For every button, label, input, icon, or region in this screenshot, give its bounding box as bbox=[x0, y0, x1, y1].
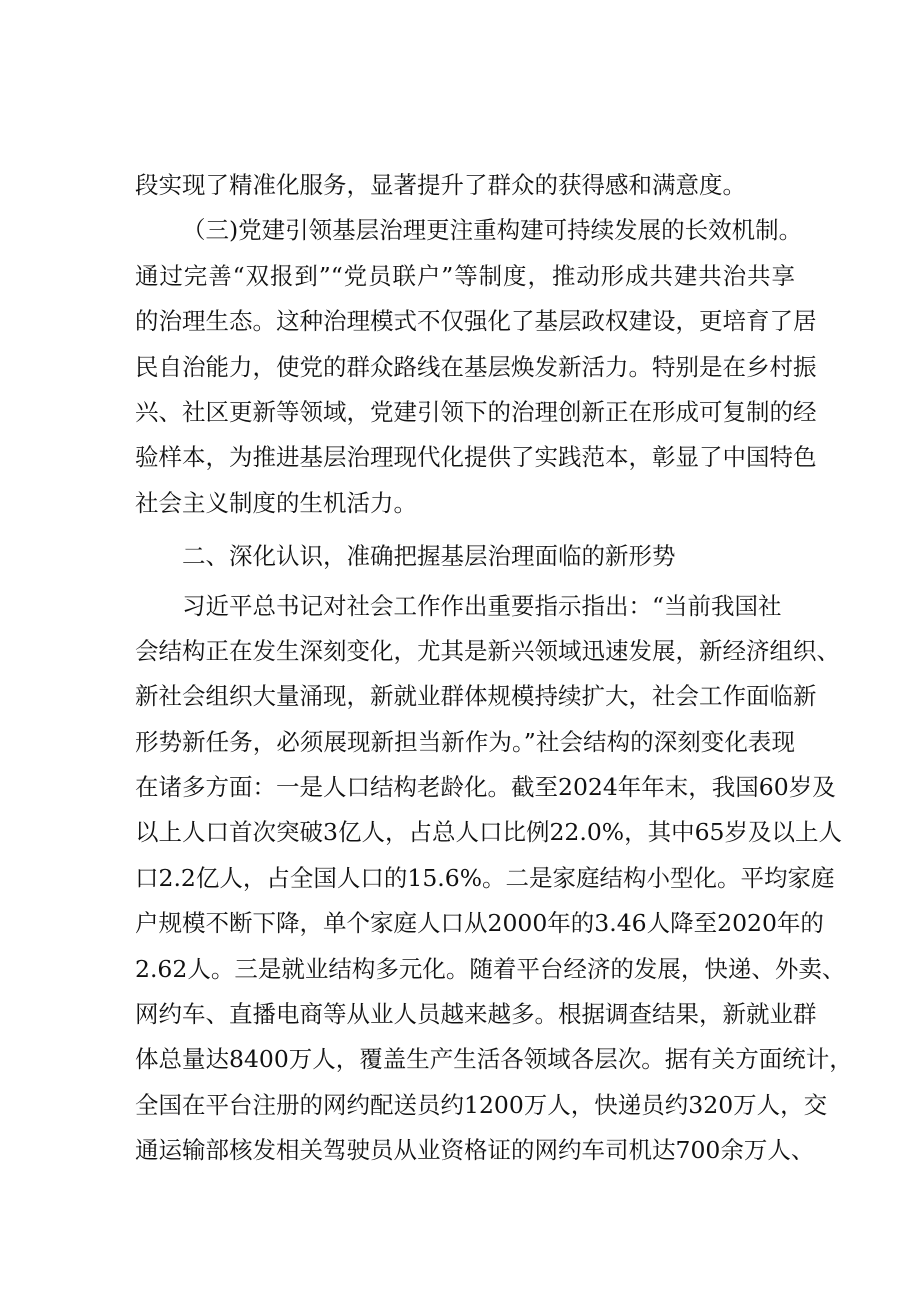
paragraph-line: 以上人口首次突破3亿人，占总人口比例22.0%，其中65岁及以上人 bbox=[135, 818, 843, 847]
paragraph-line: 2.62人。三是就业结构多元化。随着平台经济的发展，快递、外卖、 bbox=[135, 954, 846, 983]
paragraph-line: 体总量达8400万人，覆盖生产生活各领域各层次。据有关方面统计， bbox=[135, 1045, 853, 1074]
paragraph-line: 通运输部核发相关驾驶员从业资格证的网约车司机达700余万人、 bbox=[135, 1136, 815, 1165]
paragraph-line: 社会主义制度的生机活力。 bbox=[135, 488, 417, 517]
paragraph-line: 全国在平台注册的网约配送员约1200万人，快递员约320万人，交 bbox=[135, 1090, 828, 1119]
paragraph-line: 验样本，为推进基层治理现代化提供了实践范本，彰显了中国特色 bbox=[135, 443, 817, 472]
paragraph-line: 口2.2亿人，占全国人口的15.6%。二是家庭结构小型化。平均家庭 bbox=[135, 863, 835, 892]
section-heading-2: 二、深化认识，准确把握基层治理面临的新形势 bbox=[182, 542, 676, 571]
paragraph-line: 习近平总书记对社会工作作出重要指示指出：“当前我国社 bbox=[182, 591, 782, 620]
paragraph-line: 的治理生态。这种治理模式不仅强化了基层政权建设，更培育了居 bbox=[135, 307, 817, 336]
paragraph-line: 会结构正在发生深刻变化，尤其是新兴领域迅速发展，新经济组织、 bbox=[135, 636, 840, 665]
paragraph-line: 户规模不断下降，单个家庭人口从2000年的3.46人降至2020年的 bbox=[135, 909, 824, 938]
paragraph-line: 在诸多方面：一是人口结构老龄化。截至2024年年末，我国60岁及 bbox=[135, 773, 836, 802]
body-text bbox=[135, 163, 853, 1174]
paragraph-line: 网约车、直播电商等从业人员越来越多。根据调查结果，新就业群 bbox=[135, 1000, 817, 1029]
paragraph-line: 通过完善“双报到”“党员联户”等制度，推动形成共建共治共享 bbox=[135, 261, 795, 290]
paragraph-line: 段实现了精准化服务，显著提升了群众的获得感和满意度。 bbox=[135, 171, 746, 199]
paragraph-line: 新社会组织大量涌现，新就业群体规模持续扩大，社会工作面临新 bbox=[135, 682, 817, 711]
paragraph-line: 形势新任务，必须展现新担当新作为。”社会结构的深刻变化表现 bbox=[135, 727, 795, 756]
section-heading-3: （三)党建引领基层治理更注重构建可持续发展的长效机制。 bbox=[182, 216, 803, 245]
paragraph-line: 民自治能力，使党的群众路线在基层焕发新活力。特别是在乡村振 bbox=[135, 352, 817, 381]
paragraph-line: 兴、社区更新等领域，党建引领下的治理创新正在形成可复制的经 bbox=[135, 397, 817, 426]
